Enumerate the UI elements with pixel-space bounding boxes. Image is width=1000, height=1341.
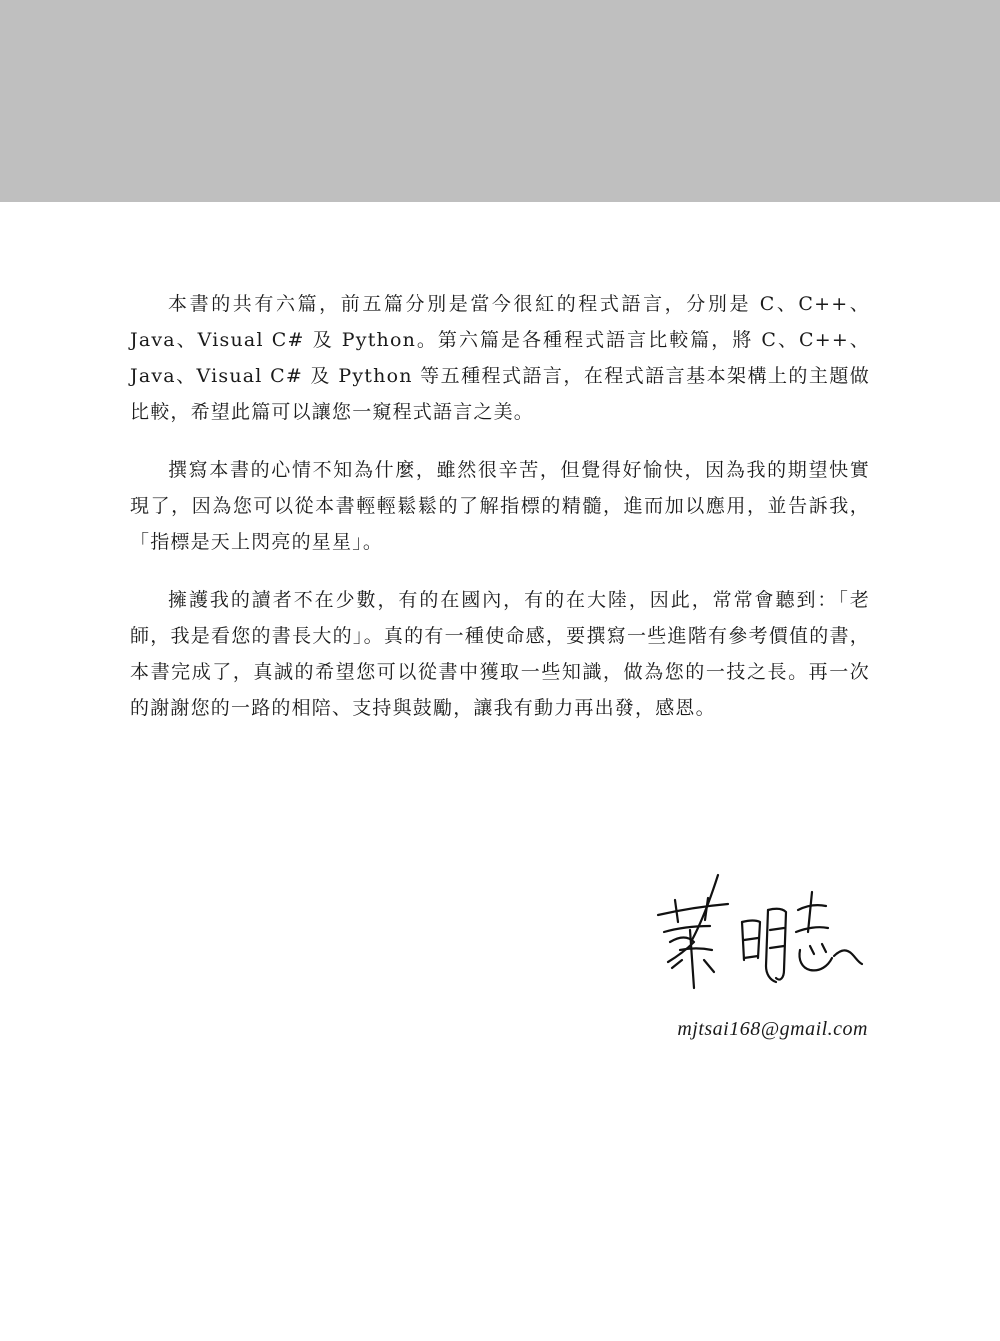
preface-paragraph-1: 本書的共有六篇，前五篇分別是當今很紅的程式語言，分別是 C、C++、Java、Visual C# 及 Python。第六篇是各種程式語言比較篇，將 C、C++、Java、Visual C# 及 Python 等五種程式語言，在程式語言基本架構上的主題做比較，希望此篇可以讓您一窺程式語言之美。 [130,293,870,423]
handwritten-signature-icon [650,870,865,995]
author-email: mjtsai168@gmail.com [677,1018,868,1040]
preface-paragraph-2: 撰寫本書的心情不知為什麼，雖然很辛苦，但覺得好愉快，因為我的期望快實現了，因為您可以從本書輕輕鬆鬆的了解指標的精髓，進而加以應用，並告訴我，「指標是天上閃亮的星星」。 [130,459,870,553]
author-signature [650,870,865,995]
preface-paragraph-3: 擁護我的讀者不在少數，有的在國內，有的在大陸，因此，常常會聽到：「老師，我是看您的書長大的」。真的有一種使命感，要撰寫一些進階有參考價值的書，本書完成了，真誠的希望您可以從書中獲取一些知識，做為您的一技之長。再一次的謝謝您的一路的相陪、支持與鼓勵，讓我有動力再出發，感恩。 [130,589,870,719]
preface-body [130,286,870,748]
header-band [0,0,1000,202]
